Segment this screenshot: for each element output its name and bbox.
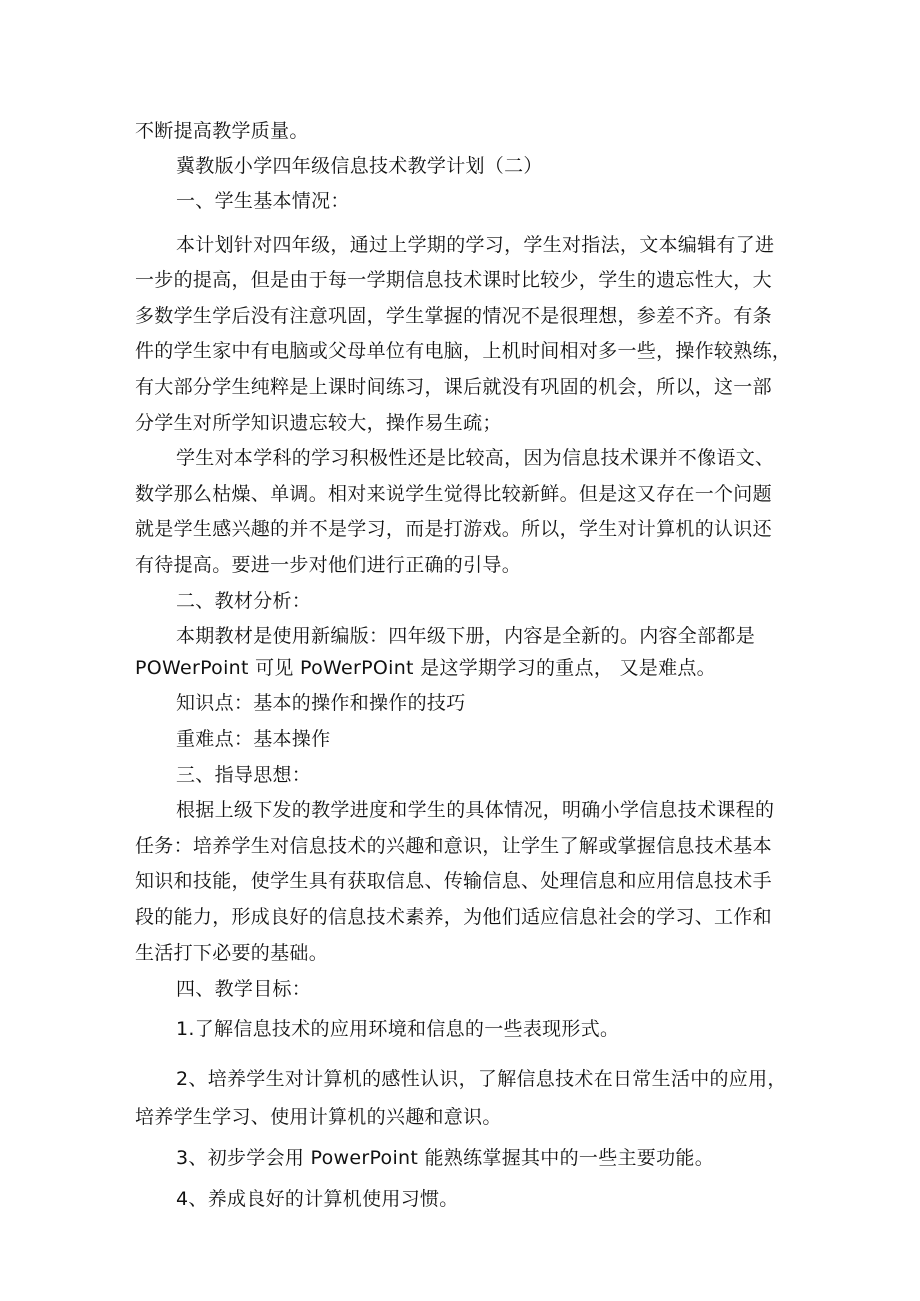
- paragraph-line: 分学生对所学知识遗忘较大，操作易生疏；: [135, 412, 502, 434]
- paragraph-line: 知识和技能，使学生具有获取信息、传输信息、处理信息和应用信息技术手: [135, 870, 772, 892]
- paragraph-line: 多数学生学后没有注意巩固，学生掌握的情况不是很理想，参差不齐。有条: [135, 305, 772, 327]
- list-item: 3、初步学会用 PowerPoint 能熟练掌握其中的一些主要功能。: [176, 1147, 714, 1169]
- paragraph-line: 段的能力，形成良好的信息技术素养，为他们适应信息社会的学习、工作和: [135, 906, 772, 928]
- paragraph-line: 根据上级下发的教学进度和学生的具体情况，明确小学信息技术课程的: [176, 799, 775, 821]
- paragraph-line: 有大部分学生纯粹是上课时间练习，课后就没有巩固的机会，所以，这一部: [135, 376, 772, 398]
- list-item: 2、培养学生对计算机的感性认识，了解信息技术在日常生活中的应用，: [176, 1068, 787, 1090]
- text-line: 不断提高教学质量。: [135, 120, 309, 142]
- paragraph-line: 任务：培养学生对信息技术的兴趣和意识，让学生了解或掌握信息技术基本: [135, 835, 772, 857]
- paragraph-line: 生活打下必要的基础。: [135, 942, 329, 964]
- list-item: 1.了解信息技术的应用环境和信息的一些表现形式。: [176, 1018, 620, 1040]
- paragraph-line: 本期教材是使用新编版：四年级下册，内容是全新的。内容全部都是: [176, 625, 756, 647]
- paragraph-line: 知识点：基本的操作和操作的技巧: [176, 692, 466, 714]
- section-heading: 一、学生基本情况：: [176, 190, 350, 212]
- section-title: 冀教版小学四年级信息技术教学计划（二）: [176, 155, 543, 177]
- paragraph-line: 有待提高。要进一步对他们进行正确的引导。: [135, 554, 522, 576]
- section-heading: 三、指导思想：: [176, 764, 312, 786]
- section-heading: 四、教学目标：: [176, 978, 312, 1000]
- paragraph-line: POWerPoint 可见 PoWerPOint 是这学期学习的重点， 又是难点。: [135, 657, 716, 679]
- paragraph-line: 重难点：基本操作: [176, 728, 331, 750]
- paragraph-line: 数学那么枯燥、单调。相对来说学生觉得比较新鲜。但是这又存在一个问题: [135, 483, 772, 505]
- list-item: 4、养成良好的计算机使用习惯。: [176, 1188, 459, 1210]
- paragraph-line: 件的学生家中有电脑或父母单位有电脑，上机时间相对多一些，操作较熟练，: [135, 340, 792, 362]
- list-item-continuation: 培养学生学习、使用计算机的兴趣和意识。: [135, 1106, 502, 1128]
- paragraph-line: 本计划针对四年级，通过上学期的学习，学生对指法，文本编辑有了进: [176, 234, 775, 256]
- paragraph-line: 就是学生感兴趣的并不是学习，而是打游戏。所以，学生对计算机的认识还: [135, 518, 772, 540]
- paragraph-line: 学生对本学科的学习积极性还是比较高，因为信息技术课并不像语文、: [176, 447, 775, 469]
- section-heading: 二、教材分析：: [176, 590, 312, 612]
- paragraph-line: 一步的提高，但是由于每一学期信息技术课时比较少，学生的遗忘性大，大: [135, 269, 772, 291]
